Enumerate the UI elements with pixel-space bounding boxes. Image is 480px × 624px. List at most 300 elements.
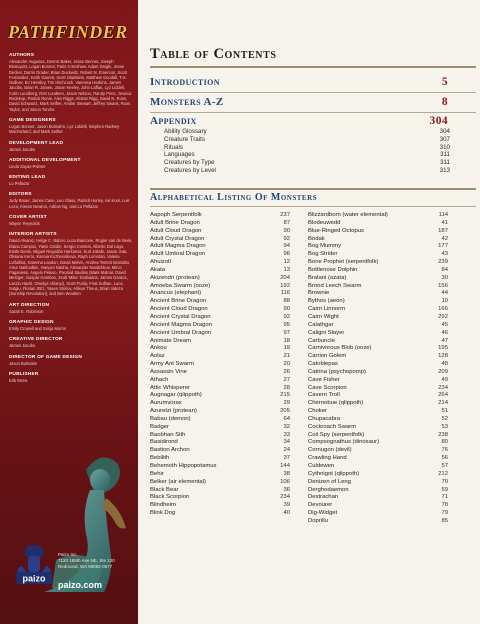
credit-block bbox=[9, 175, 133, 186]
monster-entry[interactable] bbox=[308, 400, 448, 408]
monster-page: 237 bbox=[280, 212, 290, 218]
monster-entry[interactable] bbox=[150, 290, 290, 298]
address-line: Redmond, WA 98052-0577 bbox=[58, 564, 113, 569]
monster-page: 44 bbox=[441, 290, 448, 297]
table-of-contents bbox=[138, 0, 480, 624]
monster-name: Black Bear bbox=[150, 486, 179, 493]
monster-name: Bog Strider bbox=[308, 251, 338, 258]
monster-name: Attic Whisperer bbox=[150, 384, 190, 391]
monster-entry[interactable] bbox=[150, 369, 290, 377]
address-line: 7120 185th Ave NE, Ste 120 bbox=[58, 558, 115, 563]
monster-page: 195 bbox=[438, 345, 448, 352]
monster-entry[interactable] bbox=[308, 424, 448, 432]
credit-block bbox=[9, 303, 133, 314]
monster-page: 187 bbox=[438, 227, 448, 234]
monster-entry[interactable] bbox=[308, 212, 448, 220]
monster-entry[interactable] bbox=[150, 283, 290, 291]
monster-page: 238 bbox=[438, 431, 448, 438]
monster-entry[interactable] bbox=[150, 236, 290, 244]
monster-name: Bodak bbox=[308, 235, 325, 242]
monster-page: 71 bbox=[441, 494, 448, 501]
monster-page: 47 bbox=[441, 337, 448, 344]
monster-page: 97 bbox=[283, 329, 290, 336]
monster-name: Catoblepas bbox=[308, 361, 338, 368]
monster-name: Carbuncle bbox=[308, 337, 335, 344]
monster-entry[interactable] bbox=[150, 322, 290, 330]
monster-page: 45 bbox=[441, 321, 448, 328]
credit-heading: EDITORS bbox=[9, 192, 32, 198]
monster-entry[interactable] bbox=[308, 463, 448, 471]
toc-entry-page: 304 bbox=[429, 115, 448, 127]
monster-entry[interactable] bbox=[150, 267, 290, 275]
monster-page: 79 bbox=[441, 510, 448, 517]
credit-heading: ART DIRECTION bbox=[9, 302, 50, 308]
appendix-entry[interactable] bbox=[164, 144, 450, 152]
credit-names: Logan Bonner, Jason Bulmahn, Lyz Liddell, Stephen Radney-MacFarland, and Mark Seifter bbox=[9, 123, 121, 135]
credit-names: Jason Bulmahn bbox=[9, 360, 38, 366]
monster-page: 70 bbox=[441, 478, 448, 485]
credit-names: Sarah E. Robinson bbox=[9, 308, 44, 314]
monster-name: Baobhan Sith bbox=[150, 431, 186, 438]
monster-name: Assassin Vine bbox=[150, 368, 187, 375]
monster-entry[interactable] bbox=[308, 392, 448, 400]
monster-name: Ahuizotl bbox=[150, 259, 171, 266]
monster-entry[interactable] bbox=[308, 298, 448, 306]
toc-entry-label: Monsters A-Z bbox=[150, 96, 224, 108]
credit-heading: ADDITIONAL DEVELOPMENT bbox=[9, 157, 81, 163]
monster-entry[interactable] bbox=[308, 228, 448, 236]
toc-entry-introduction[interactable] bbox=[150, 76, 448, 88]
monster-name: Dig-Widget bbox=[308, 510, 338, 517]
toc-entry-appendix[interactable] bbox=[150, 115, 448, 127]
monster-page: 166 bbox=[438, 306, 448, 313]
appendix-entry-page: 311 bbox=[440, 151, 450, 159]
monster-name: Cairn Wight bbox=[308, 313, 339, 320]
monster-page: 41 bbox=[441, 219, 448, 226]
monster-page: 205 bbox=[280, 408, 290, 415]
page-title: Table of Contents bbox=[150, 46, 277, 62]
monster-page: 40 bbox=[283, 510, 290, 517]
monster-name: Coil Spy (serpentfolk) bbox=[308, 431, 365, 438]
appendix-entry[interactable] bbox=[164, 159, 450, 167]
appendix-entry[interactable] bbox=[164, 136, 450, 144]
monster-entry[interactable] bbox=[308, 290, 448, 298]
monster-page: 48 bbox=[441, 361, 448, 368]
monster-page: 28 bbox=[283, 384, 290, 391]
monster-entry[interactable] bbox=[308, 510, 448, 518]
monster-name: Army Ant Swarm bbox=[150, 361, 194, 368]
monster-entry[interactable] bbox=[308, 487, 448, 495]
appendix-entry-page: 311 bbox=[440, 159, 450, 166]
monster-page: 209 bbox=[438, 368, 448, 375]
monster-page: 30 bbox=[441, 274, 448, 281]
monster-page: 33 bbox=[283, 431, 290, 438]
monster-entry[interactable] bbox=[308, 220, 448, 228]
appendix-entry-page: 304 bbox=[439, 128, 450, 135]
monster-entry[interactable] bbox=[308, 408, 448, 416]
section-divider bbox=[150, 92, 476, 93]
monster-column-left bbox=[150, 212, 290, 518]
monster-name: Compsognathus (dinosaur) bbox=[308, 439, 380, 446]
credit-block bbox=[9, 215, 133, 226]
monster-page: 46 bbox=[441, 329, 448, 336]
monster-entry[interactable] bbox=[150, 510, 290, 518]
monster-page: 29 bbox=[283, 400, 290, 407]
credit-heading: GRAPHIC DESIGN bbox=[9, 319, 54, 325]
monster-name: Doprillu bbox=[308, 517, 328, 524]
monster-name: Azuretzi (protean) bbox=[150, 408, 197, 415]
monster-column-right bbox=[308, 212, 448, 526]
monster-entry[interactable] bbox=[308, 314, 448, 322]
monster-name: Cave Fisher bbox=[308, 376, 340, 383]
monster-name: Adult Cloud Dragon bbox=[150, 227, 202, 234]
monster-page: 36 bbox=[283, 486, 290, 493]
monster-name: Cairn Linnorm bbox=[308, 306, 345, 313]
monster-entry[interactable] bbox=[150, 314, 290, 322]
monsters-divider bbox=[150, 188, 476, 190]
monster-entry[interactable] bbox=[308, 377, 448, 385]
monster-entry[interactable] bbox=[308, 275, 448, 283]
monster-name: Cornugon (devil) bbox=[308, 447, 352, 454]
monster-page: 214 bbox=[438, 400, 448, 407]
monster-entry[interactable] bbox=[150, 392, 290, 400]
monster-name: Athach bbox=[150, 376, 169, 383]
monster-entry[interactable] bbox=[150, 439, 290, 447]
monster-page: 20 bbox=[283, 361, 290, 368]
toc-entry-page: 5 bbox=[441, 76, 448, 88]
monster-entry[interactable] bbox=[308, 361, 448, 369]
monster-entry[interactable] bbox=[150, 447, 290, 455]
monster-name: Aurumvorax bbox=[150, 400, 182, 407]
monster-entry[interactable] bbox=[308, 330, 448, 338]
monster-entry[interactable] bbox=[308, 353, 448, 361]
monster-page: 53 bbox=[441, 423, 448, 430]
monster-page: 27 bbox=[283, 376, 290, 383]
credit-heading: INTERIOR ARTISTS bbox=[9, 232, 57, 238]
credit-block bbox=[9, 118, 133, 135]
monster-entry[interactable] bbox=[308, 439, 448, 447]
credit-names: Emily Crowell and Sonja Morris bbox=[9, 325, 66, 331]
monster-name: Behemoth Hippopotamus bbox=[150, 463, 217, 469]
monster-entry[interactable] bbox=[308, 267, 448, 275]
monster-name: Carnivorous Blob (ooze) bbox=[308, 345, 372, 352]
credit-names: James Jacobs bbox=[9, 146, 36, 152]
monster-name: Ankou bbox=[150, 345, 167, 352]
credit-heading: DIRECTOR OF GAME DESIGN bbox=[9, 354, 83, 360]
appendix-entry-label: Languages bbox=[164, 151, 195, 159]
appendix-entry-label: Creature Traits bbox=[164, 135, 205, 143]
credits-list bbox=[9, 53, 133, 389]
appendix-entry-page: 310 bbox=[439, 143, 450, 151]
monster-entry[interactable] bbox=[150, 502, 290, 510]
monster-entry[interactable] bbox=[308, 471, 448, 479]
monster-entry[interactable] bbox=[308, 338, 448, 346]
monster-name: Calathgar bbox=[308, 321, 334, 328]
monster-page: 13 bbox=[283, 266, 290, 273]
credit-heading: DEVELOPMENT LEAD bbox=[9, 140, 64, 146]
monster-entry[interactable] bbox=[150, 345, 290, 353]
monster-name: Bralani (azata) bbox=[308, 274, 347, 281]
monster-name: Bastion Archon bbox=[150, 447, 190, 454]
monster-page: 84 bbox=[441, 266, 448, 273]
credit-heading: COVER ARTIST bbox=[9, 215, 47, 221]
credit-names: Lu Pellazar bbox=[9, 181, 30, 187]
monster-entry[interactable] bbox=[150, 220, 290, 228]
monster-page: 128 bbox=[438, 353, 448, 360]
appendix-entry-page: 307 bbox=[439, 135, 450, 143]
monster-page: 19 bbox=[283, 345, 290, 352]
publisher-address bbox=[58, 552, 115, 570]
monster-entry[interactable] bbox=[150, 400, 290, 408]
credit-names: Alexander Augunas, Dennis Baker, Jesse Benner, Joseph Blomquist, Logan Bonner, Paris Crenshaw, Adam Daigle, Jesse Decker, Darrin Drader, Brian Duckwitz, Robert N. Emerson, Scott Fernandez, Keith Garrett, Scott Gladstein, Matthew Goodall, T.H. Gulliver, BJ Hensley, Tim Hitchcock, Vanessa Hoskins, James Jacobs, Brian R. James, Jason Keeley, John Laffan, Lyz Liddell, Colm Lundberg, Ron Lundeen, Jason Nelson, Randy Price, Jessica Redekop, Patrick Renie, Alex Riggs, Alistair Rigg, David N. Ross, David Schwartz, Mark Seifter, Amber Stewart, Jeffrey Swank, Russ Taylor, and Jason Tondro bbox=[9, 59, 132, 112]
monster-entry[interactable] bbox=[308, 283, 448, 291]
credit-names: Wayne Reynolds bbox=[9, 221, 40, 227]
toc-entry-label: Introduction bbox=[150, 76, 220, 88]
monster-name: Ancient Cloud Dragon bbox=[150, 306, 208, 313]
monster-name: Adult Brine Dragon bbox=[150, 219, 200, 226]
monster-entry[interactable] bbox=[308, 494, 448, 502]
credit-block bbox=[9, 320, 133, 331]
monster-name: Cockroach Swarm bbox=[308, 423, 357, 430]
monster-name: Caligni Slayer bbox=[308, 329, 345, 336]
monster-entry[interactable] bbox=[150, 353, 290, 361]
monster-name: Bone Prophet (serpentfolk) bbox=[308, 259, 379, 266]
monster-entry[interactable] bbox=[150, 338, 290, 346]
monster-name: Blink Dog bbox=[150, 510, 176, 517]
appendix-entry-label: Rituals bbox=[164, 143, 183, 151]
monster-page: 90 bbox=[283, 227, 290, 234]
monster-name: Crawling Hand bbox=[308, 455, 347, 462]
monster-page: 64 bbox=[283, 415, 290, 422]
monster-entry[interactable] bbox=[150, 377, 290, 385]
appendix-entry-page: 313 bbox=[439, 166, 450, 174]
credit-names: Linda Zayas-Palmer bbox=[9, 163, 46, 169]
monster-page: 144 bbox=[280, 463, 290, 469]
monster-name: Blodeuwedd bbox=[308, 219, 341, 226]
monster-page: 87 bbox=[283, 219, 290, 226]
monster-name: Aolaz bbox=[150, 353, 165, 360]
monster-name: Derghodaemon bbox=[308, 486, 349, 493]
monster-listing-heading: Alphabetical Listing Of Monsters bbox=[150, 192, 318, 203]
monster-name: Blue-Ringed Octopus bbox=[308, 227, 364, 234]
monster-name: Akata bbox=[150, 266, 166, 273]
monster-page: 177 bbox=[438, 243, 448, 250]
monster-entry[interactable] bbox=[308, 243, 448, 251]
monster-entry[interactable] bbox=[150, 455, 290, 463]
appendix-entry-label: Creatures by Type bbox=[164, 159, 215, 166]
monster-entry[interactable] bbox=[308, 322, 448, 330]
credit-names: Judy Bauer, James Case, Leo Glass, Patrick Hurley, Avi Kool, Luis Loza, Kieran Newton, Adrian Ng, and Lu Pellazar bbox=[9, 198, 130, 209]
paizo-logo bbox=[14, 544, 54, 586]
monster-entry[interactable] bbox=[150, 243, 290, 251]
monster-entry[interactable] bbox=[308, 502, 448, 510]
monster-name: Bebilith bbox=[150, 455, 170, 462]
monster-page: 90 bbox=[283, 306, 290, 313]
monster-entry[interactable] bbox=[150, 432, 290, 440]
monster-page: 88 bbox=[283, 298, 290, 305]
monster-entry[interactable] bbox=[308, 447, 448, 455]
monster-entry[interactable] bbox=[150, 361, 290, 369]
credit-block bbox=[9, 158, 133, 169]
monsters-heading-divider bbox=[150, 206, 476, 207]
monster-entry[interactable] bbox=[308, 518, 448, 526]
monster-entry[interactable] bbox=[150, 408, 290, 416]
monster-page: 116 bbox=[280, 290, 290, 297]
monster-name: Behir bbox=[150, 470, 164, 477]
monster-page: 76 bbox=[441, 447, 448, 454]
monster-entry[interactable] bbox=[150, 494, 290, 502]
monster-entry[interactable] bbox=[150, 275, 290, 283]
monster-entry[interactable] bbox=[150, 471, 290, 479]
monster-page: 156 bbox=[438, 282, 448, 289]
monster-name: Adult Crystal Dragon bbox=[150, 235, 205, 242]
monster-page: 212 bbox=[438, 470, 448, 477]
monster-name: Badger bbox=[150, 423, 169, 430]
monster-page: 51 bbox=[441, 408, 448, 415]
monster-name: Cythnigot (qlippoth) bbox=[308, 470, 360, 477]
monster-entry[interactable] bbox=[150, 212, 290, 220]
monster-name: Cave Scorpion bbox=[308, 384, 347, 391]
monster-entry[interactable] bbox=[308, 251, 448, 259]
monster-entry[interactable] bbox=[308, 416, 448, 424]
toc-entry-monsters[interactable] bbox=[150, 96, 448, 108]
monster-name: Adult Umbral Dragon bbox=[150, 251, 206, 258]
monster-page: 85 bbox=[441, 517, 448, 524]
monster-name: Brood Leech Swarm bbox=[308, 282, 362, 289]
monster-entry[interactable] bbox=[150, 251, 290, 259]
monster-name: Destrachan bbox=[308, 494, 339, 501]
monster-page: 292 bbox=[438, 313, 448, 320]
monster-entry[interactable] bbox=[308, 306, 448, 314]
monster-entry[interactable] bbox=[150, 479, 290, 487]
credit-heading: GAME DESIGNERS bbox=[9, 117, 56, 123]
appendix-entry[interactable] bbox=[164, 128, 450, 136]
monster-name: Black Scorpion bbox=[150, 494, 190, 501]
monster-page: 215 bbox=[280, 392, 290, 399]
toc-entry-page: 8 bbox=[441, 96, 448, 108]
monster-name: Bythos (aeon) bbox=[308, 298, 345, 305]
monster-entry[interactable] bbox=[150, 228, 290, 236]
monster-page: 204 bbox=[280, 274, 290, 281]
monster-name: Aapoph Serpentfolk bbox=[150, 212, 202, 218]
monster-page: 34 bbox=[283, 439, 290, 446]
appendix-entry-label: Creatures by Level bbox=[164, 166, 216, 174]
credit-names: Erik Mona bbox=[9, 377, 28, 383]
monster-page: 106 bbox=[280, 478, 290, 485]
monster-page: 78 bbox=[441, 502, 448, 509]
monster-entry[interactable] bbox=[150, 385, 290, 393]
monster-name: Adult Magma Dragon bbox=[150, 243, 206, 250]
monster-entry[interactable] bbox=[150, 330, 290, 338]
monster-entry[interactable] bbox=[308, 345, 448, 353]
monster-page: 39 bbox=[283, 502, 290, 509]
appendix-entry[interactable] bbox=[164, 151, 450, 159]
monster-name: Belker (air elemental) bbox=[150, 478, 206, 485]
monster-page: 12 bbox=[283, 259, 290, 266]
credit-block bbox=[9, 192, 133, 209]
monster-entry[interactable] bbox=[308, 259, 448, 267]
monster-page: 42 bbox=[441, 235, 448, 242]
monster-entry[interactable] bbox=[308, 479, 448, 487]
monster-page: 80 bbox=[441, 439, 448, 446]
monster-entry[interactable] bbox=[150, 259, 290, 267]
toc-entry-label: Appendix bbox=[150, 115, 197, 127]
appendix-entry[interactable] bbox=[164, 167, 450, 175]
monster-name: Denizen of Leng bbox=[308, 478, 351, 485]
address-line: Paizo Inc. bbox=[58, 552, 78, 557]
monster-name: Akizendri (protean) bbox=[150, 274, 200, 281]
monster-name: Basidirond bbox=[150, 439, 178, 446]
credit-block bbox=[9, 372, 133, 383]
monster-entry[interactable] bbox=[150, 463, 290, 471]
monster-page: 95 bbox=[283, 321, 290, 328]
monster-entry[interactable] bbox=[308, 432, 448, 440]
monster-page: 234 bbox=[280, 494, 290, 501]
monster-entry[interactable] bbox=[308, 236, 448, 244]
credit-block bbox=[9, 355, 133, 366]
credit-block bbox=[9, 141, 133, 152]
monster-name: Chernobue (qlippoth) bbox=[308, 400, 364, 407]
monster-name: Babau (demon) bbox=[150, 415, 191, 422]
monster-page: 96 bbox=[283, 251, 290, 258]
section-divider bbox=[150, 112, 476, 113]
credit-block bbox=[9, 53, 133, 112]
monster-entry[interactable] bbox=[150, 416, 290, 424]
monster-name: Blindheim bbox=[150, 502, 176, 509]
monster-page: 38 bbox=[283, 470, 290, 477]
credit-heading: AUTHORS bbox=[9, 53, 35, 58]
monster-name: Ancient Magma Dragon bbox=[150, 321, 212, 328]
monster-name: Ancient Brine Dragon bbox=[150, 298, 206, 305]
credit-heading: PUBLISHER bbox=[9, 371, 39, 377]
monster-entry[interactable] bbox=[308, 455, 448, 463]
monster-entry[interactable] bbox=[150, 487, 290, 495]
monster-entry[interactable] bbox=[150, 298, 290, 306]
monster-entry[interactable] bbox=[308, 369, 448, 377]
monster-name: Devourer bbox=[308, 502, 333, 509]
monster-entry[interactable] bbox=[150, 306, 290, 314]
monster-name: Amoeba Swarm (ooze) bbox=[150, 282, 211, 289]
monster-name: Augnagar (qlippoth) bbox=[150, 392, 202, 399]
appendix-subentries bbox=[164, 128, 450, 175]
monster-page: 18 bbox=[283, 337, 290, 344]
monster-page: 234 bbox=[438, 384, 448, 391]
monster-page: 192 bbox=[280, 282, 290, 289]
monster-entry[interactable] bbox=[308, 385, 448, 393]
publisher-block bbox=[14, 544, 124, 604]
monster-name: Chupacabra bbox=[308, 415, 341, 422]
monster-entry[interactable] bbox=[150, 424, 290, 432]
monster-page: 56 bbox=[441, 455, 448, 462]
credit-block bbox=[9, 232, 133, 296]
monster-page: 114 bbox=[438, 212, 448, 218]
monster-page: 37 bbox=[283, 455, 290, 462]
publisher-url[interactable]: paizo.com bbox=[58, 580, 103, 590]
monster-page: 32 bbox=[283, 423, 290, 430]
credit-block bbox=[9, 337, 133, 348]
monster-page: 92 bbox=[283, 235, 290, 242]
credit-heading: CREATIVE DIRECTOR bbox=[9, 337, 63, 343]
monster-name: Bottlenose Dolphin bbox=[308, 266, 358, 273]
monster-page: 24 bbox=[283, 447, 290, 454]
monster-name: Catrina (psychopomp) bbox=[308, 368, 366, 375]
monster-page: 94 bbox=[283, 243, 290, 250]
monster-page: 52 bbox=[441, 415, 448, 422]
credits-sidebar bbox=[0, 0, 138, 624]
monster-name: Animate Dream bbox=[150, 337, 191, 344]
title-divider bbox=[150, 66, 476, 68]
monster-page: 92 bbox=[283, 313, 290, 320]
